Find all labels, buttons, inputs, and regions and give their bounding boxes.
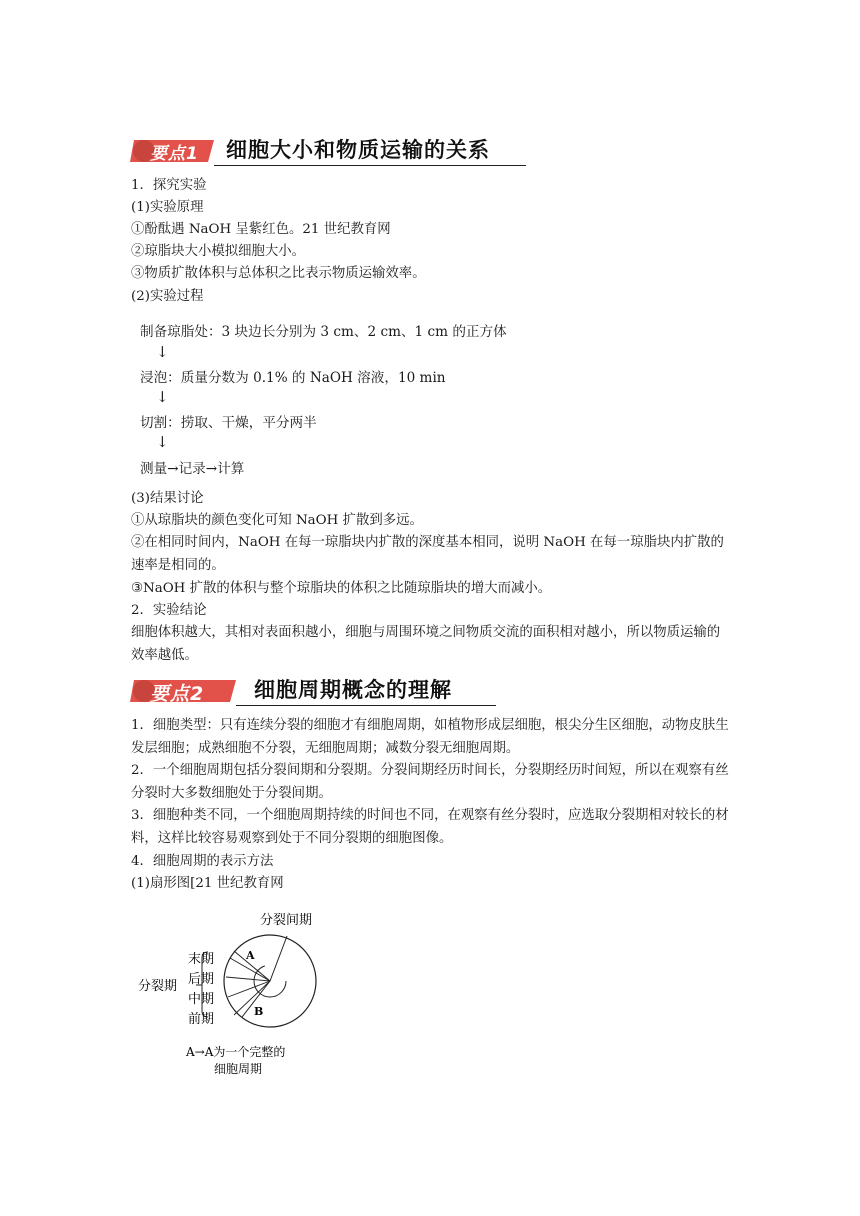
principle-item-3: ③物质扩散体积与总体积之比表示物质运输效率。: [131, 266, 426, 281]
point-a-label: A: [246, 949, 255, 962]
metaphase-label: 中期: [188, 992, 215, 1007]
interphase-label: 分裂间期: [260, 913, 313, 928]
cycle-item-1: 1．细胞类型：只有连续分裂的细胞才有细胞周期，如植物形成层细胞，根尖分生区细胞，动物皮肤生发层细胞；成熟细胞不分裂，无细胞周期；减数分裂无细胞周期。: [131, 718, 729, 756]
flow-step-3: 切割：捞取、干燥，平分两半: [140, 415, 317, 431]
principle-item-2: ②琼脂块大小模拟细胞大小。: [131, 244, 306, 259]
prophase-label: 前期: [188, 1012, 215, 1027]
down-arrow-icon: ↓: [156, 343, 169, 361]
key-point-1-title: 细胞大小和物质运输的关系: [226, 138, 490, 162]
key-point-1-badge-text: 要点1: [150, 144, 199, 164]
cell-cycle-svg: [130, 905, 350, 1085]
flow-step-2: 浸泡：质量分数为 0.1% 的 NaOH 溶液，10 min: [140, 370, 446, 386]
principle-heading: (1)实验原理: [131, 200, 204, 215]
anaphase-label: 后期: [188, 972, 215, 987]
principle-item-1: ①酚酞遇 NaOH 呈紫红色。21 世纪教育网: [131, 222, 391, 237]
prophase-pointer: [234, 981, 270, 1015]
section-1-heading: 1．探究实验: [131, 178, 207, 193]
process-heading: (2)实验过程: [131, 289, 204, 304]
fan-diagram-heading: (1)扇形图[21 世纪教育网: [131, 876, 284, 891]
key-point-1-rule: [214, 165, 526, 166]
cell-cycle-diagram: [130, 905, 350, 1085]
down-arrow-icon: ↓: [156, 388, 169, 406]
diagram-caption-line-1: A→A为一个完整的: [186, 1045, 286, 1059]
telophase-label: 末期: [188, 952, 215, 967]
key-point-2-rule: [236, 705, 496, 706]
discussion-heading: (3)结果讨论: [131, 491, 204, 506]
interphase-pointer: [270, 936, 287, 981]
key-point-2-header: [128, 676, 498, 706]
cycle-item-3: 3．细胞种类不同，一个细胞周期持续的时间也不同，在观察有丝分裂时，应选取分裂期相对较长的材料，这样比较容易观察到处于不同分裂期的细胞图像。: [131, 808, 729, 846]
flow-step-1: 制备琼脂处：3 块边长分别为 3 cm、2 cm、1 cm 的正方体: [140, 324, 507, 340]
discussion-item-3: ③NaOH 扩散的体积与整个琼脂块的体积之比随琼脂块的增大而减小。: [131, 581, 552, 596]
point-b-label: B: [254, 1005, 264, 1018]
mitosis-label: 分裂期: [138, 979, 178, 994]
key-point-2-badge-text: 要点2: [150, 683, 205, 705]
conclusion-heading: 2．实验结论: [131, 603, 207, 618]
key-point-1-header: [128, 136, 528, 166]
diagram-caption-line-2: 细胞周期: [214, 1062, 263, 1076]
flow-step-4: 测量→记录→计算: [140, 461, 245, 477]
key-point-1-badge: [128, 138, 216, 162]
discussion-item-1: ①从琼脂块的颜色变化可知 NaOH 扩散到多远。: [131, 513, 423, 528]
down-arrow-icon: ↓: [156, 433, 169, 451]
cycle-item-4: 4．细胞周期的表示方法: [131, 854, 274, 869]
key-point-2-title: 细胞周期概念的理解: [254, 678, 452, 702]
cycle-item-2: 2．一个细胞周期包括分裂间期和分裂期。分裂间期经历时间长，分裂期经历时间短，所以在观察有丝分裂时大多数细胞处于分裂间期。: [131, 763, 729, 801]
conclusion-text: 细胞体积越大，其相对表面积越小，细胞与周围环境之间物质交流的面积相对越小，所以物质运输的效率越低。: [131, 625, 721, 663]
key-point-2-badge: [128, 678, 216, 705]
discussion-item-2: ②在相同时间内，NaOH 在每一琼脂块内扩散的深度基本相同，说明 NaOH 在每一琼脂块内扩散的速率是相同的。: [131, 535, 724, 573]
